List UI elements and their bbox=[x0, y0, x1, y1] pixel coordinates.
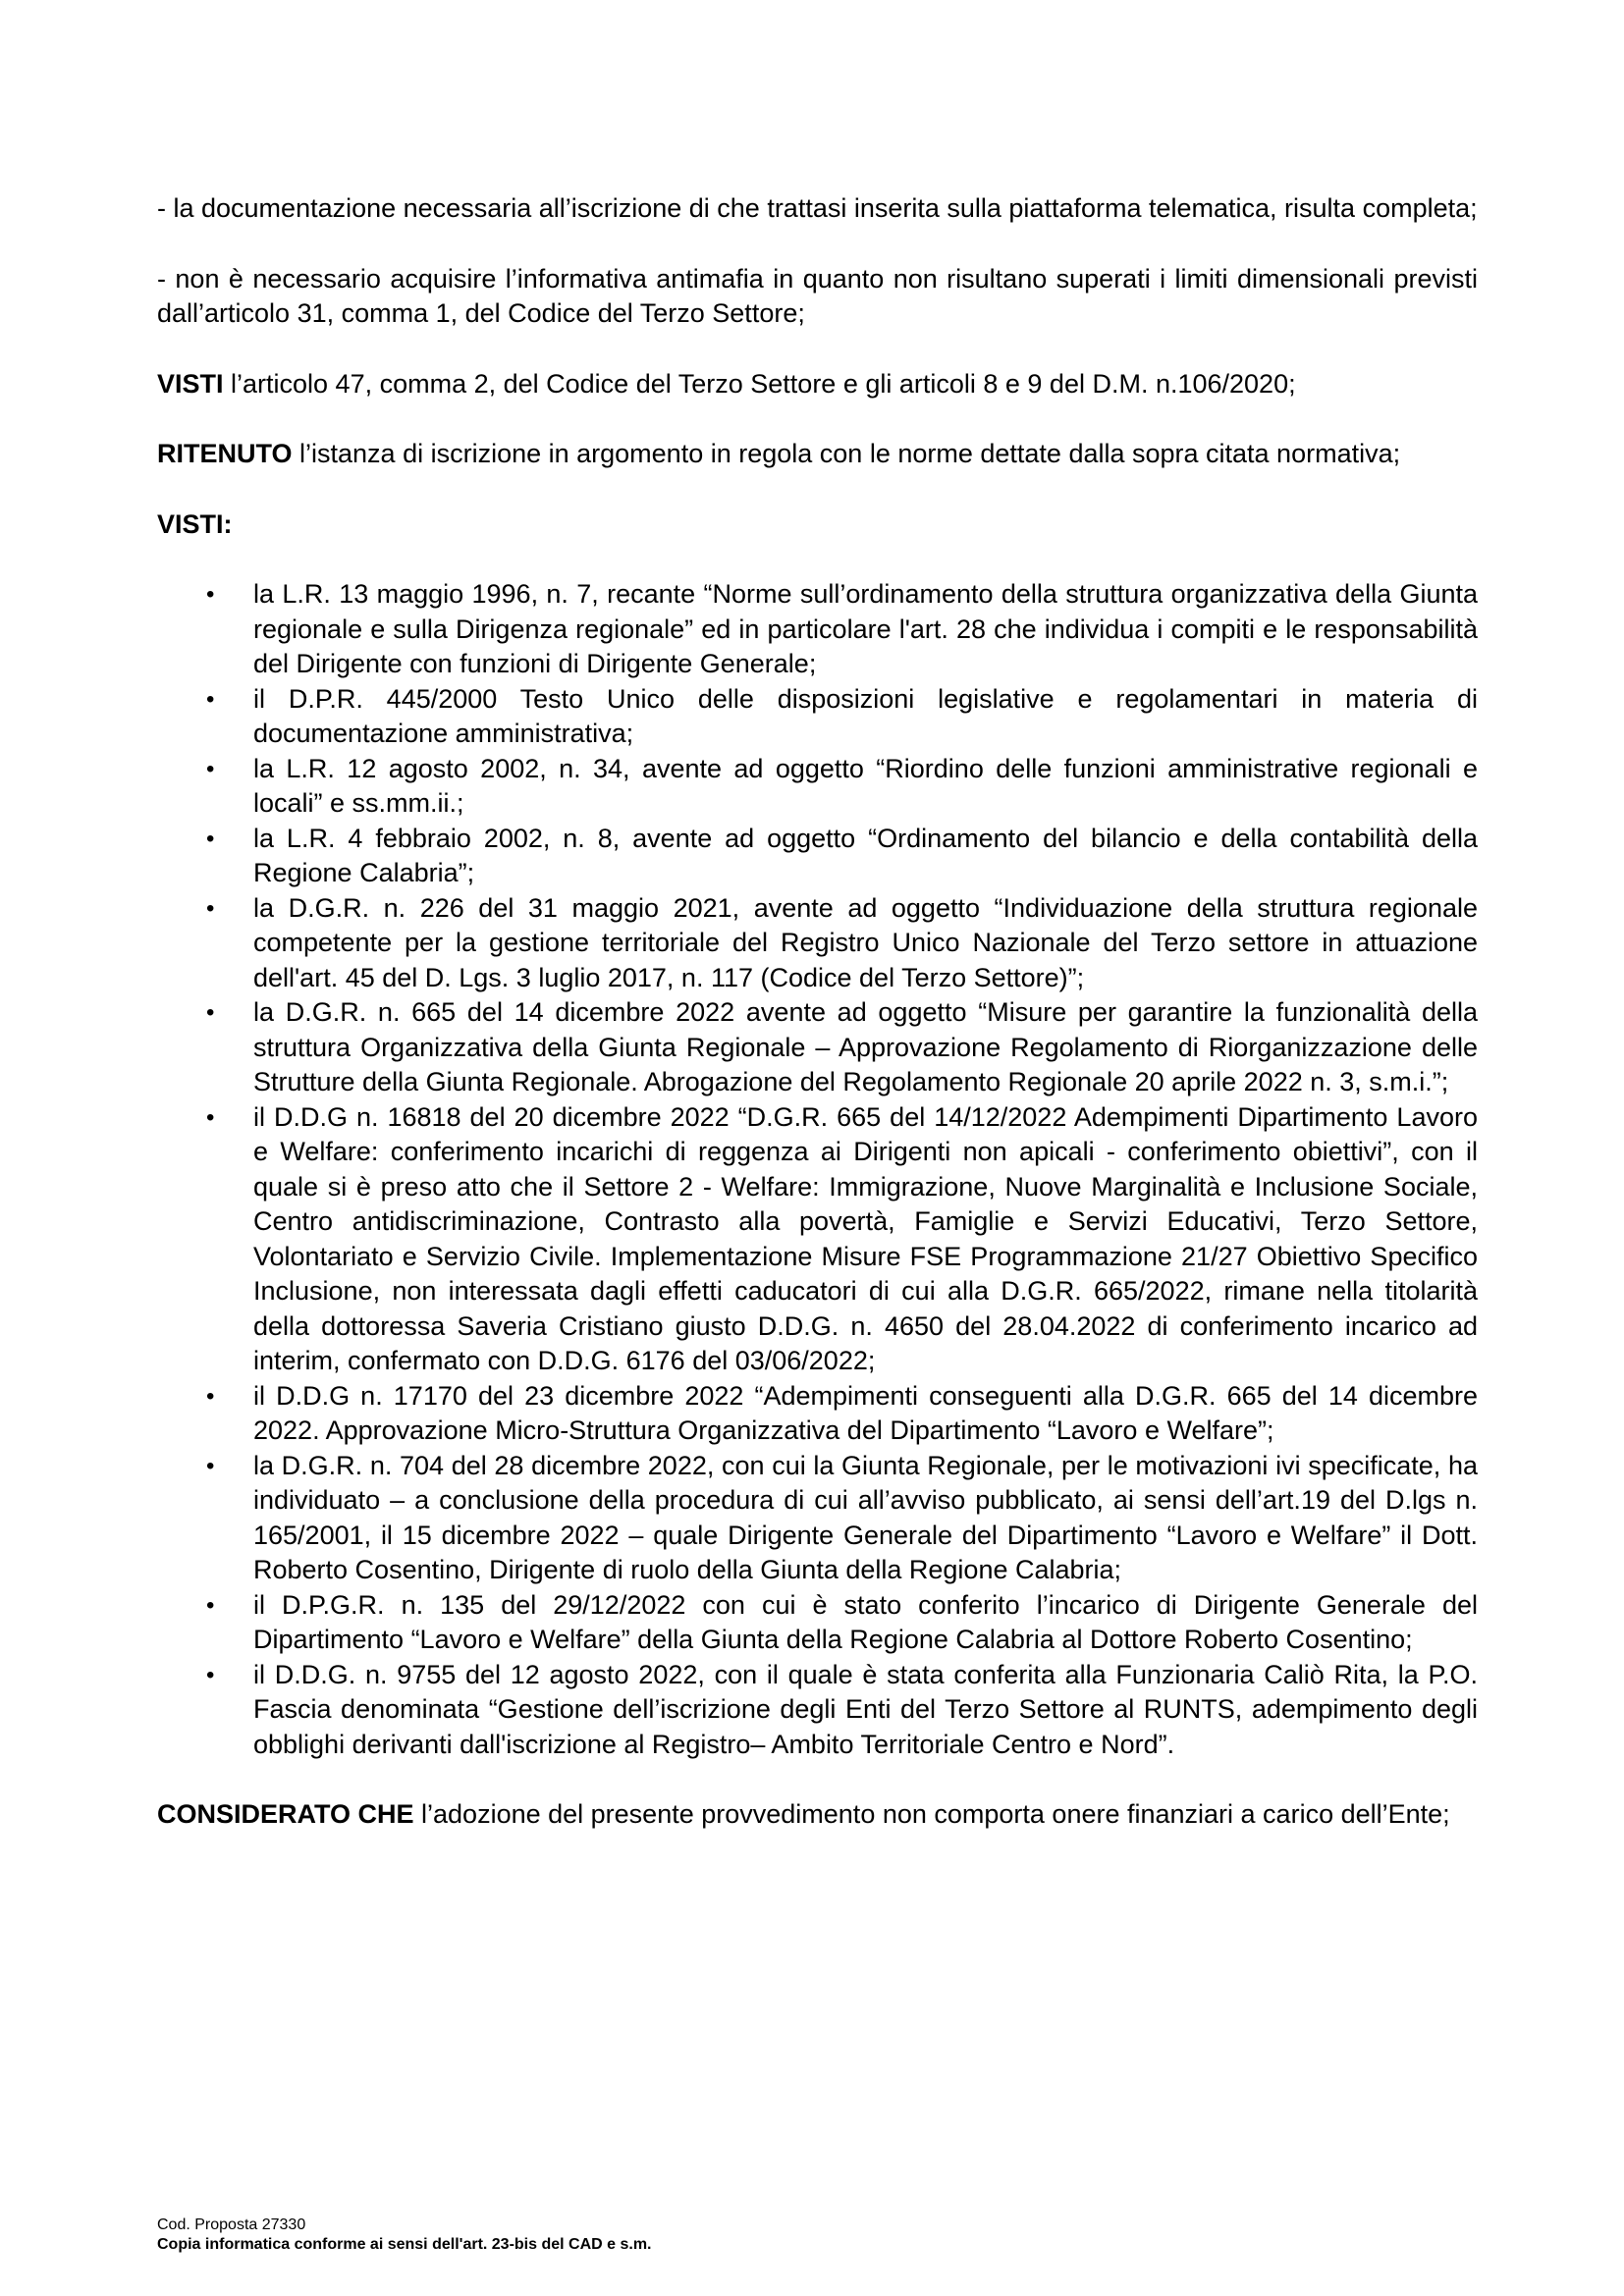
bullet-icon: • bbox=[206, 894, 215, 922]
bullet-icon: • bbox=[206, 999, 215, 1026]
list-item-text: la L.R. 12 agosto 2002, n. 34, avente ad oggetto “Riordino delle funzioni amministrative regionali e locali” e ss.mm.ii.; bbox=[253, 753, 1478, 818]
list-item-text: la D.G.R. n. 704 del 28 dicembre 2022, con cui la Giunta Regionale, per le motivazioni ivi specificate, ha individuato – a conclusione della procedura di cui all’avviso pubblicato, ai sensi dell’art.19 del D.lgs n. 165/2001, il 15 dicembre 2022 – quale Dirigente Generale del Dipartimento “Lavoro e Welfare” il Dott. Roberto Cosentino, Dirigente di ruolo della Giunta della Regione Calabria; bbox=[253, 1450, 1478, 1584]
footer-copia-informatica: Copia informatica conforme ai sensi dell'art. 23-bis del CAD e s.m. bbox=[157, 2236, 652, 2253]
bullet-icon: • bbox=[206, 685, 215, 713]
list-item bbox=[157, 682, 1478, 752]
footer-cod-proposta: Cod. Proposta 27330 bbox=[157, 2216, 306, 2233]
list-item bbox=[157, 1449, 1478, 1588]
ritenuto-text: l’istanza di iscrizione in argomento in regola con le norme dettate dalla sopra citata normativa; bbox=[292, 439, 1401, 468]
ritenuto-lead: RITENUTO bbox=[157, 439, 293, 468]
document-body bbox=[157, 191, 1478, 1868]
bullet-icon: • bbox=[206, 1661, 215, 1688]
page-footer bbox=[157, 2216, 652, 2255]
bullet-icon: • bbox=[206, 1591, 215, 1619]
paragraph-considerato bbox=[157, 1797, 1478, 1833]
paragraph-visti-articolo bbox=[157, 367, 1478, 402]
list-item-text: il D.D.G. n. 9755 del 12 agosto 2022, con il quale è stata conferita alla Funzionaria Caliò Rita, la P.O. Fascia denominata “Gestione dell’iscrizione degli Enti del Terzo Settore al RUNTS, adempimento degli obblighi derivanti dall'iscrizione al Registro– Ambito Territoriale Centro e Nord”. bbox=[253, 1659, 1478, 1759]
list-item bbox=[157, 1379, 1478, 1449]
bullet-icon: • bbox=[206, 1452, 215, 1479]
visti-text: l’articolo 47, comma 2, del Codice del Terzo Settore e gli articoli 8 e 9 del D.M. n.106/2020; bbox=[223, 368, 1296, 399]
list-item bbox=[157, 577, 1478, 682]
list-item bbox=[157, 1658, 1478, 1763]
list-item-text: il D.P.G.R. n. 135 del 29/12/2022 con cui è stato conferito l’incarico di Dirigente Generale del Dipartimento “Lavoro e Welfare” della Giunta della Regione Calabria al Dottore Roberto Cosentino; bbox=[253, 1589, 1478, 1654]
list-item bbox=[157, 822, 1478, 891]
list-item bbox=[157, 891, 1478, 996]
list-item bbox=[157, 995, 1478, 1100]
bullet-icon: • bbox=[206, 755, 215, 782]
list-item-text: il D.P.R. 445/2000 Testo Unico delle disposizioni legislative e regolamentari in materia di documentazione amministrativa; bbox=[253, 683, 1478, 748]
list-item-text: la L.R. 13 maggio 1996, n. 7, recante “Norme sull’ordinamento della struttura organizzativa della Giunta regionale e sulla Dirigenza regionale” ed in particolare l'art. 28 che individua i compiti e le responsabilità del Dirigente con funzioni di Dirigente Generale; bbox=[253, 579, 1478, 678]
list-item-text: la L.R. 4 febbraio 2002, n. 8, avente ad oggetto “Ordinamento del bilancio e della contabilità della Regione Calabria”; bbox=[253, 823, 1478, 887]
list-item-text: la D.G.R. n. 226 del 31 maggio 2021, avente ad oggetto “Individuazione della struttura regionale competente per la gestione territoriale del Registro Unico Nazionale del Terzo settore in attuazione dell'art. 45 del D. Lgs. 3 luglio 2017, n. 117 (Codice del Terzo Settore)”; bbox=[253, 892, 1478, 992]
list-item bbox=[157, 1588, 1478, 1658]
paragraph-ritenuto bbox=[157, 437, 1478, 472]
bullet-icon: • bbox=[206, 825, 215, 852]
bullet-icon: • bbox=[206, 1382, 215, 1410]
considerato-lead: CONSIDERATO CHE bbox=[157, 1799, 414, 1829]
list-item-text: il D.D.G n. 17170 del 23 dicembre 2022 “Adempimenti conseguenti alla D.G.R. 665 del 14 dicembre 2022. Approvazione Micro-Struttura Organizzativa del Dipartimento “Lavoro e Welfare”; bbox=[253, 1380, 1478, 1445]
list-item bbox=[157, 1100, 1478, 1379]
considerato-text: l’adozione del presente provvedimento non comporta onere finanziari a carico dell’Ente; bbox=[413, 1799, 1450, 1829]
paragraph-informativa-antimafia: - non è necessario acquisire l’informativa antimafia in quanto non risultano superati i limiti dimensionali previsti dall’articolo 31, comma 1, del Codice del Terzo Settore; bbox=[157, 263, 1478, 328]
list-item-text: la D.G.R. n. 665 del 14 dicembre 2022 avente ad oggetto “Misure per garantire la funzionalità della struttura Organizzativa della Giunta Regionale – Approvazione Regolamento di Riorganizzazione delle Strutture della Giunta Regionale. Abrogazione del Regolamento Regionale 20 aprile 2022 n. 3, s.m.i.”; bbox=[253, 997, 1478, 1096]
visti-lead: VISTI bbox=[157, 368, 224, 399]
visti-heading: VISTI: bbox=[157, 508, 233, 539]
visti-bullet-list bbox=[157, 577, 1478, 1762]
list-item bbox=[157, 752, 1478, 822]
bullet-icon: • bbox=[206, 581, 215, 608]
bullet-icon: • bbox=[206, 1103, 215, 1131]
paragraph-documentazione: - la documentazione necessaria all’iscrizione di che trattasi inserita sulla piattaforma telematica, risulta completa; bbox=[157, 193, 1478, 223]
list-item-text: il D.D.G n. 16818 del 20 dicembre 2022 “D.G.R. 665 del 14/12/2022 Adempimenti Dipartimento Lavoro e Welfare: conferimento incarichi di reggenza ai Dirigenti non apicali - conferimento obiettivi”, con il quale si è preso atto che il Settore 2 - Welfare: Immigrazione, Nuove Marginalità e Inclusione Sociale, Centro antidiscriminazione, Contrasto alla povertà, Famiglie e Servizi Educativi, Terzo Settore, Volontariato e Servizio Civile. Implementazione Misure FSE Programmazione 21/27 Obiettivo Specifico Inclusione, non interessata dagli effetti caducatori di cui alla D.G.R. 665/2022, rimane nella titolarità della dottoressa Saveria Cristiano giusto D.D.G. n. 4650 del 28.04.2022 di conferimento incarico ad interim, confermato con D.D.G. 6176 del 03/06/2022; bbox=[253, 1101, 1478, 1375]
